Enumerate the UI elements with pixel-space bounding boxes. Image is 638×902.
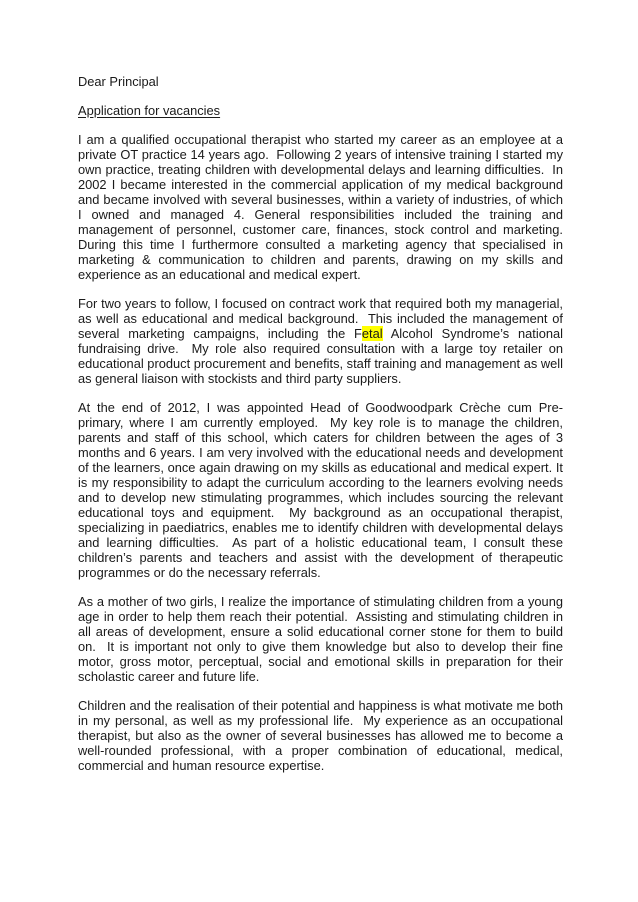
text-run: At the end of 2012, I was appointed Head of Goodwoodpark Crèche cum Pre-primary, where I am currently employed. My key role is to manage the children, parents and staff of this school, which caters for children between the ages of 3 months and 6 years. I am very involved with the educational needs and development of the learners, once again drawing on my skills as educational and medical expert. It is my responsibility to adapt the curriculum according to the learners evolving needs and to develop new stimulating programmes, which includes sourcing the relevant educational toys and equipment. My background as an occupational therapist, specializing in paediatrics, enables me to identify children with developmental delays and learning difficulties. As part of a holistic educational team, I consult these children’s parents and teachers and assist with the development of therapeutic programmes or do the necessary referrals. <box>78 400 567 580</box>
body-paragraphs <box>78 132 571 773</box>
text-run: For two years to follow, I focused on contract work that required both my managerial, as well as educational and medical background. This included the management of several marketing campaigns, including the F <box>78 296 567 341</box>
document-page <box>78 74 571 787</box>
subject-line: Application for vacancies <box>78 103 221 118</box>
text-run: As a mother of two girls, I realize the importance of stimulating children from a young age in order to help them reach their potential. Assisting and stimulating children in all areas of development, ensure a solid educational corner stone for them to build on. It is important not only to give them knowledge but also to develop their fine motor, gross motor, perceptual, social and emotional skills in preparation for their scholastic career and future life. <box>78 594 567 684</box>
paragraph <box>78 132 571 282</box>
paragraph <box>78 698 567 773</box>
paragraph <box>78 400 567 580</box>
highlighted-text: etal <box>361 326 383 341</box>
paragraph <box>78 594 567 684</box>
text-run: I am a qualified occupational therapist who started my career as an employee at a private OT practice 14 years ago. Following 2 years of intensive training I started my own practice, treating children with developmental delays and learning difficulties. In 2002 I became interested in the commercial application of my medical background and became involved with several businesses, within a variety of industries, of which I owned and managed 4. General responsibilities included the training and management of personnel, customer care, finances, stock control and marketing. During this time I furthermore consulted a marketing agency that specialised in marketing & communication to children and parents, drawing on my skills and experience as an educational and medical expert. <box>78 132 571 282</box>
salutation: Dear Principal <box>78 74 159 89</box>
text-run: Children and the realisation of their potential and happiness is what motivate me both in my personal, as well as my professional life. My experience as an occupational therapist, but also as the owner of several businesses has allowed me to become a well-rounded professional, with a proper combination of educational, medical, commercial and human resource expertise. <box>78 698 567 773</box>
text-run: Alcohol Syndrome’s national fundraising drive. My role also required consultation with a large toy retailer on educational product procurement and benefits, staff training and management as well as general liaison with stockists and third party suppliers. <box>78 326 567 386</box>
paragraph <box>78 296 567 386</box>
